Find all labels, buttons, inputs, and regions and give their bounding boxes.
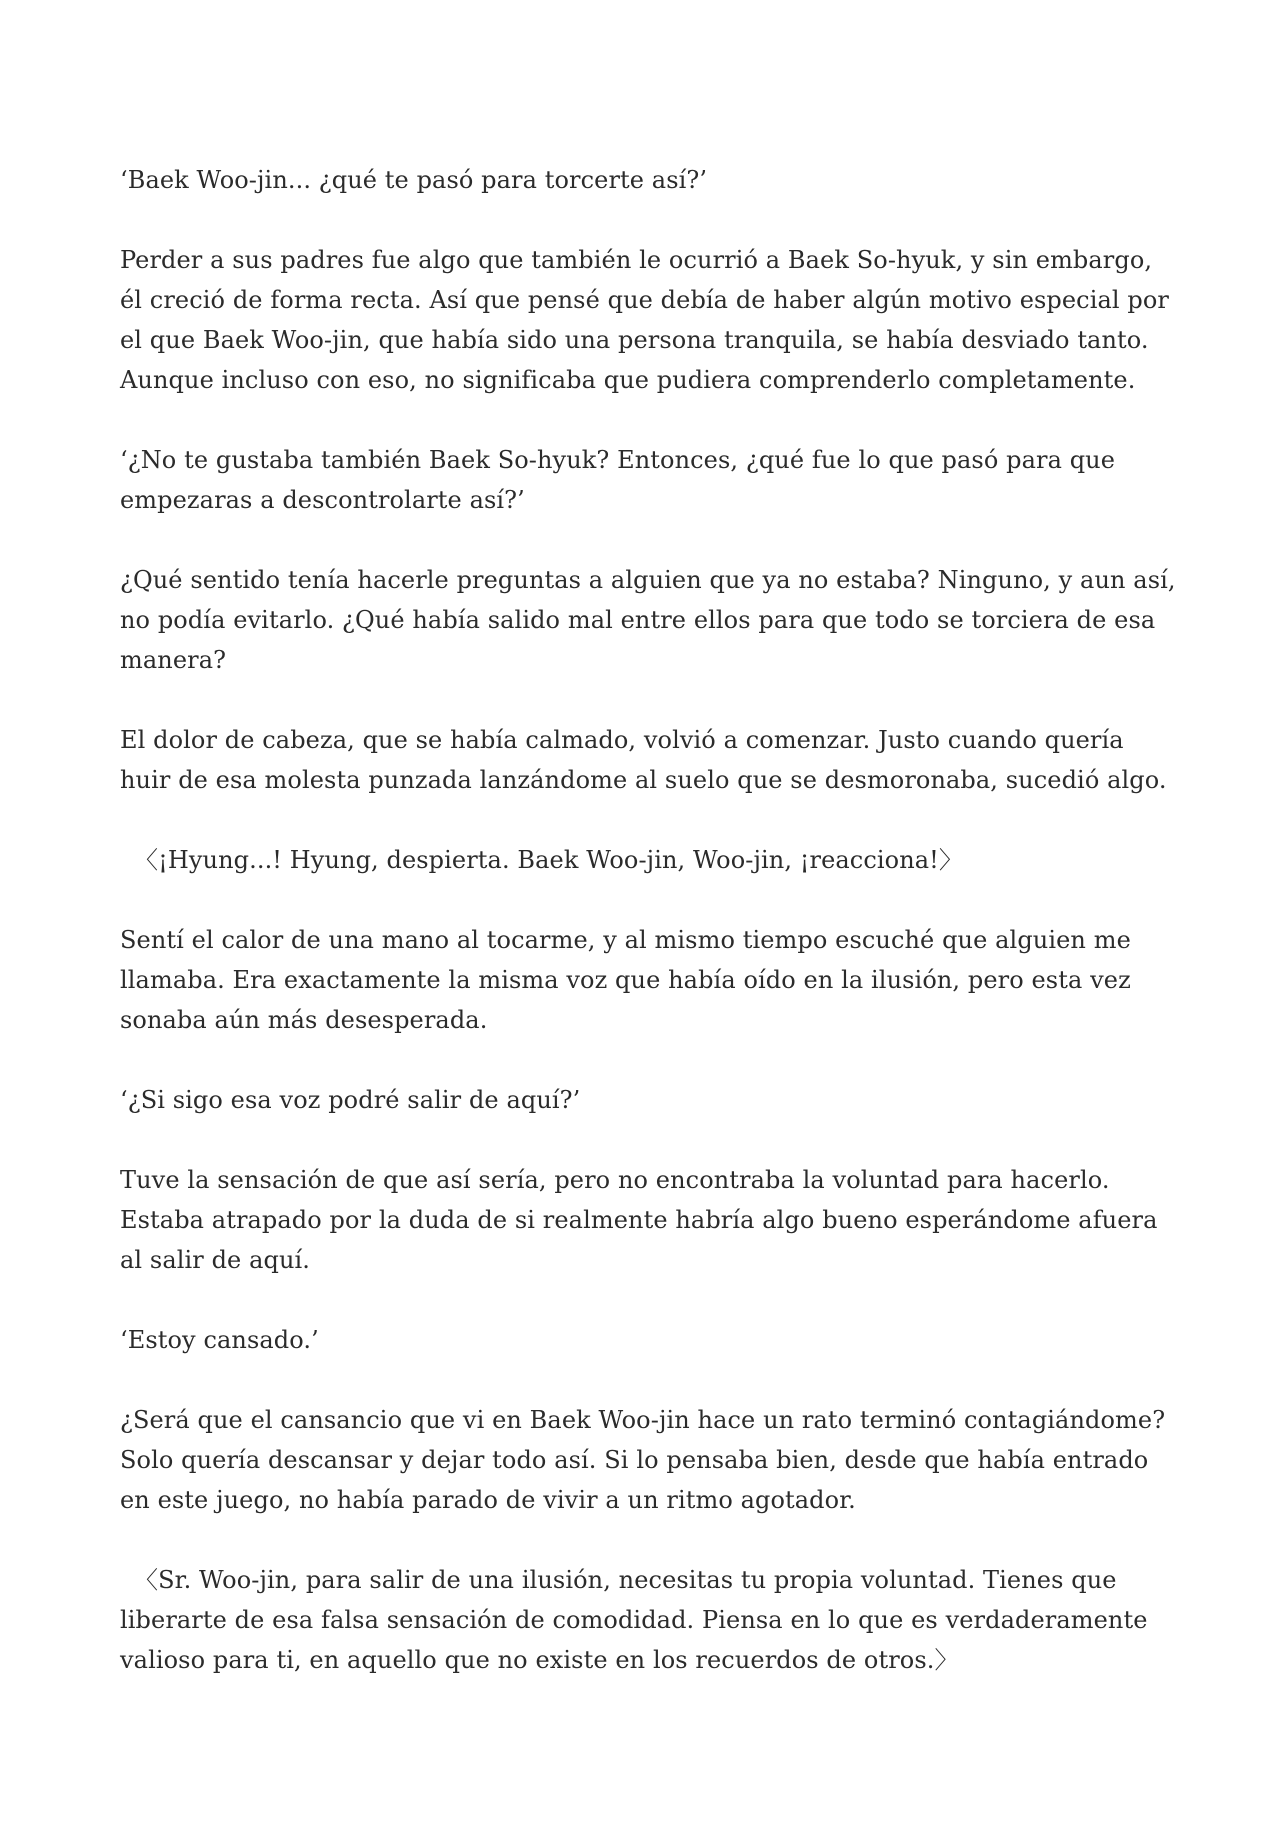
- paragraph-voice-1: 〈¡Hyung...! Hyung, despierta. Baek Woo-jin, Woo-jin, ¡reacciona!〉: [134, 846, 964, 874]
- paragraph-narration-1: Perder a sus padres fue algo que también le ocurrió a Baek So-hyuk, y sin embargo, él creció de forma recta. Así que pensé que debía de haber algún motivo especial por el que Baek Woo-jin, que había sido una persona tranquila, se había desviado tanto. Aunque incluso con eso, no significaba que pudiera comprenderlo completamente.: [120, 246, 1170, 394]
- paragraph-thought-1: ‘Baek Woo-jin... ¿qué te pasó para torcerte así?’: [120, 166, 708, 194]
- paragraph-voice-2: 〈Sr. Woo-jin, para salir de una ilusión, necesitas tu propia voluntad. Tienes que liberarte de esa falsa sensación de comodidad. Piensa en lo que es verdaderamente valioso para ti, en aquello que no existe en los recuerdos de otros.〉: [120, 1566, 1148, 1674]
- paragraph-thought-3: ‘¿Si sigo esa voz podré salir de aquí?’: [120, 1086, 581, 1114]
- paragraph-narration-3: El dolor de cabeza, que se había calmado, volvió a comenzar. Justo cuando quería huir de esa molesta punzada lanzándome al suelo que se desmoronaba, sucedió algo.: [120, 726, 1167, 794]
- document-page: [120, 160, 1180, 1720]
- paragraph-narration-4: Sentí el calor de una mano al tocarme, y al mismo tiempo escuché que alguien me llamaba. Era exactamente la misma voz que había oído en la ilusión, pero esta vez sonaba aún más desesperada.: [120, 926, 1131, 1034]
- paragraph-narration-2: ¿Qué sentido tenía hacerle preguntas a alguien que ya no estaba? Ninguno, y aun así, no podía evitarlo. ¿Qué había salido mal entre ellos para que todo se torciera de esa manera?: [120, 566, 1176, 674]
- paragraph-thought-4: ‘Estoy cansado.’: [120, 1326, 319, 1354]
- paragraph-thought-2: ‘¿No te gustaba también Baek So-hyuk? Entonces, ¿qué fue lo que pasó para que empezaras a descontrolarte así?’: [120, 446, 1116, 514]
- paragraph-narration-6: ¿Será que el cansancio que vi en Baek Woo-jin hace un rato terminó contagiándome? Solo quería descansar y dejar todo así. Si lo pensaba bien, desde que había entrado en este juego, no había parado de vivir a un ritmo agotador.: [120, 1406, 1166, 1514]
- paragraph-narration-5: Tuve la sensación de que así sería, pero no encontraba la voluntad para hacerlo. Estaba atrapado por la duda de si realmente habría algo bueno esperándome afuera al salir de aquí.: [120, 1166, 1158, 1274]
